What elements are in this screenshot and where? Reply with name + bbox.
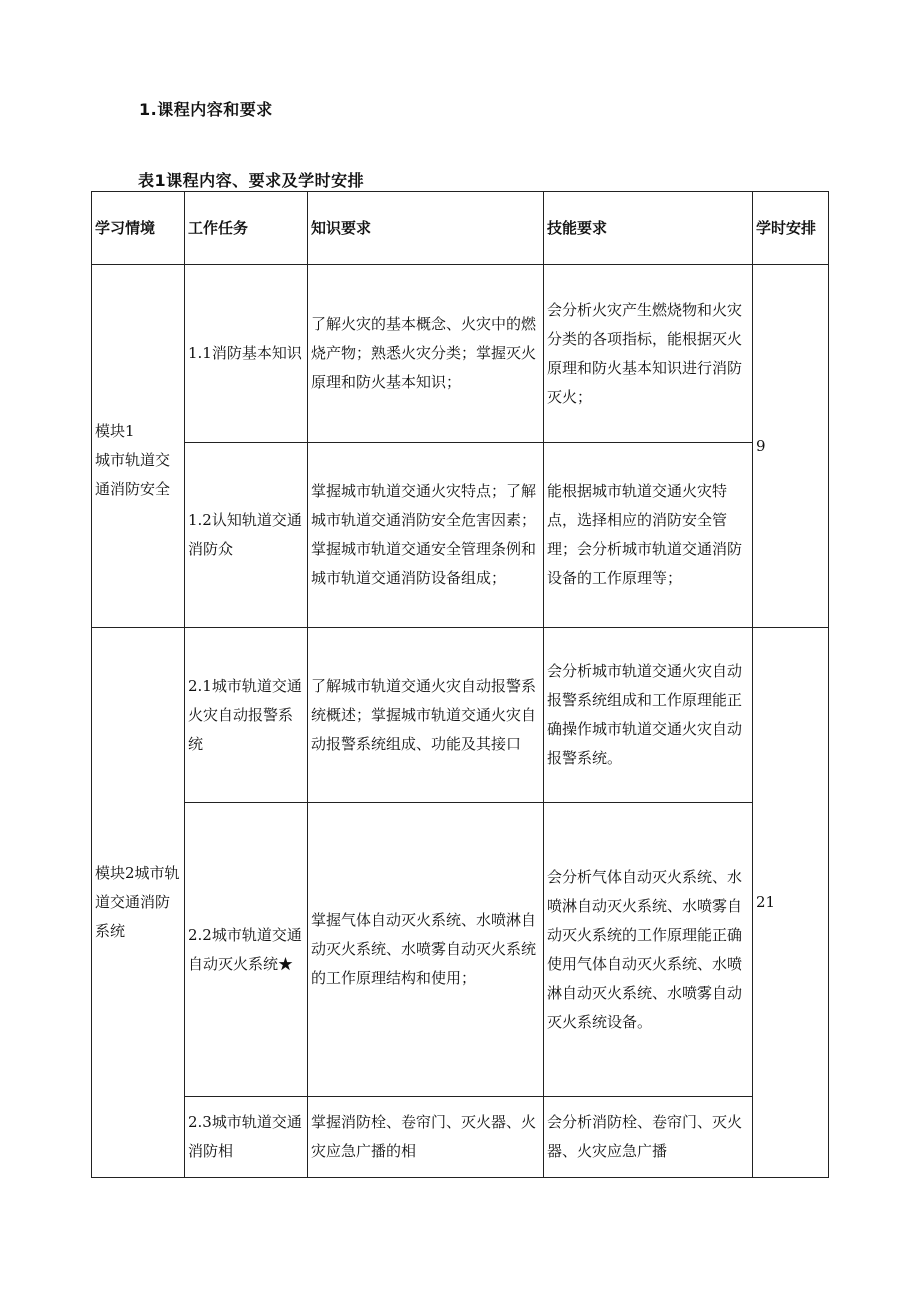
table-caption: 表1课程内容、要求及学时安排 [138,171,365,190]
task-cell: 2.3城市轨道交通消防相 [185,1097,308,1178]
knowledge-cell: 了解火灾的基本概念、火灾中的燃烧产物；熟悉火灾分类；掌握灭火原理和防火基本知识； [308,265,544,443]
knowledge-cell: 掌握城市轨道交通火灾特点；了解城市轨道交通消防安全危害因素；掌握城市轨道交通安全管理条例和城市轨道交通消防设备组成； [308,443,544,628]
col-header-knowledge: 知识要求 [308,192,544,265]
knowledge-cell: 了解城市轨道交通火灾自动报警系统概述；掌握城市轨道交通火灾自动报警系统组成、功能及其接口 [308,628,544,803]
skills-cell: 会分析消防栓、卷帘门、灭火器、火灾应急广播 [544,1097,753,1178]
course-content-table [91,191,829,1178]
col-header-skills: 技能要求 [544,192,753,265]
col-header-learning-context: 学习情境 [92,192,185,265]
table-row [92,1097,829,1178]
task-cell: 2.1城市轨道交通火灾自动报警系统 [185,628,308,803]
knowledge-cell: 掌握消防栓、卷帘门、灭火器、火灾应急广播的相 [308,1097,544,1178]
skills-cell: 能根据城市轨道交通火灾特点，选择相应的消防安全管理；会分析城市轨道交通消防设备的工作原理等； [544,443,753,628]
knowledge-cell: 掌握气体自动灭火系统、水喷淋自动灭火系统、水喷雾自动灭火系统的工作原理结构和使用； [308,803,544,1097]
skills-cell: 会分析气体自动灭火系统、水喷淋自动灭火系统、水喷雾自动灭火系统的工作原理能正确使用气体自动灭火系统、水喷淋自动灭火系统、水喷雾自动灭火系统设备。 [544,803,753,1097]
module-2-name: 模块2城市轨道交通消防系统 [92,628,185,1178]
section-heading: 1.课程内容和要求 [139,100,273,119]
col-header-hours: 学时安排 [753,192,829,265]
module-1-hours: 9 [753,265,829,628]
table-header-row [92,192,829,265]
table-row [92,803,829,1097]
module-1-name [92,265,185,628]
skills-cell: 会分析火灾产生燃烧物和火灾分类的各项指标，能根据灭火原理和防火基本知识进行消防灭火； [544,265,753,443]
module-name-text: 模块1 城市轨道交通消防安全 [95,422,171,498]
table-row [92,443,829,628]
table-row [92,628,829,803]
task-cell: 2.2城市轨道交通自动灭火系统★ [185,803,308,1097]
col-header-work-task: 工作任务 [185,192,308,265]
task-cell: 1.1消防基本知识 [185,265,308,443]
table-row [92,265,829,443]
skills-cell: 会分析城市轨道交通火灾自动报警系统组成和工作原理能正确操作城市轨道交通火灾自动报警系统。 [544,628,753,803]
module-2-hours: 21 [753,628,829,1178]
task-cell: 1.2认知轨道交通消防众 [185,443,308,628]
